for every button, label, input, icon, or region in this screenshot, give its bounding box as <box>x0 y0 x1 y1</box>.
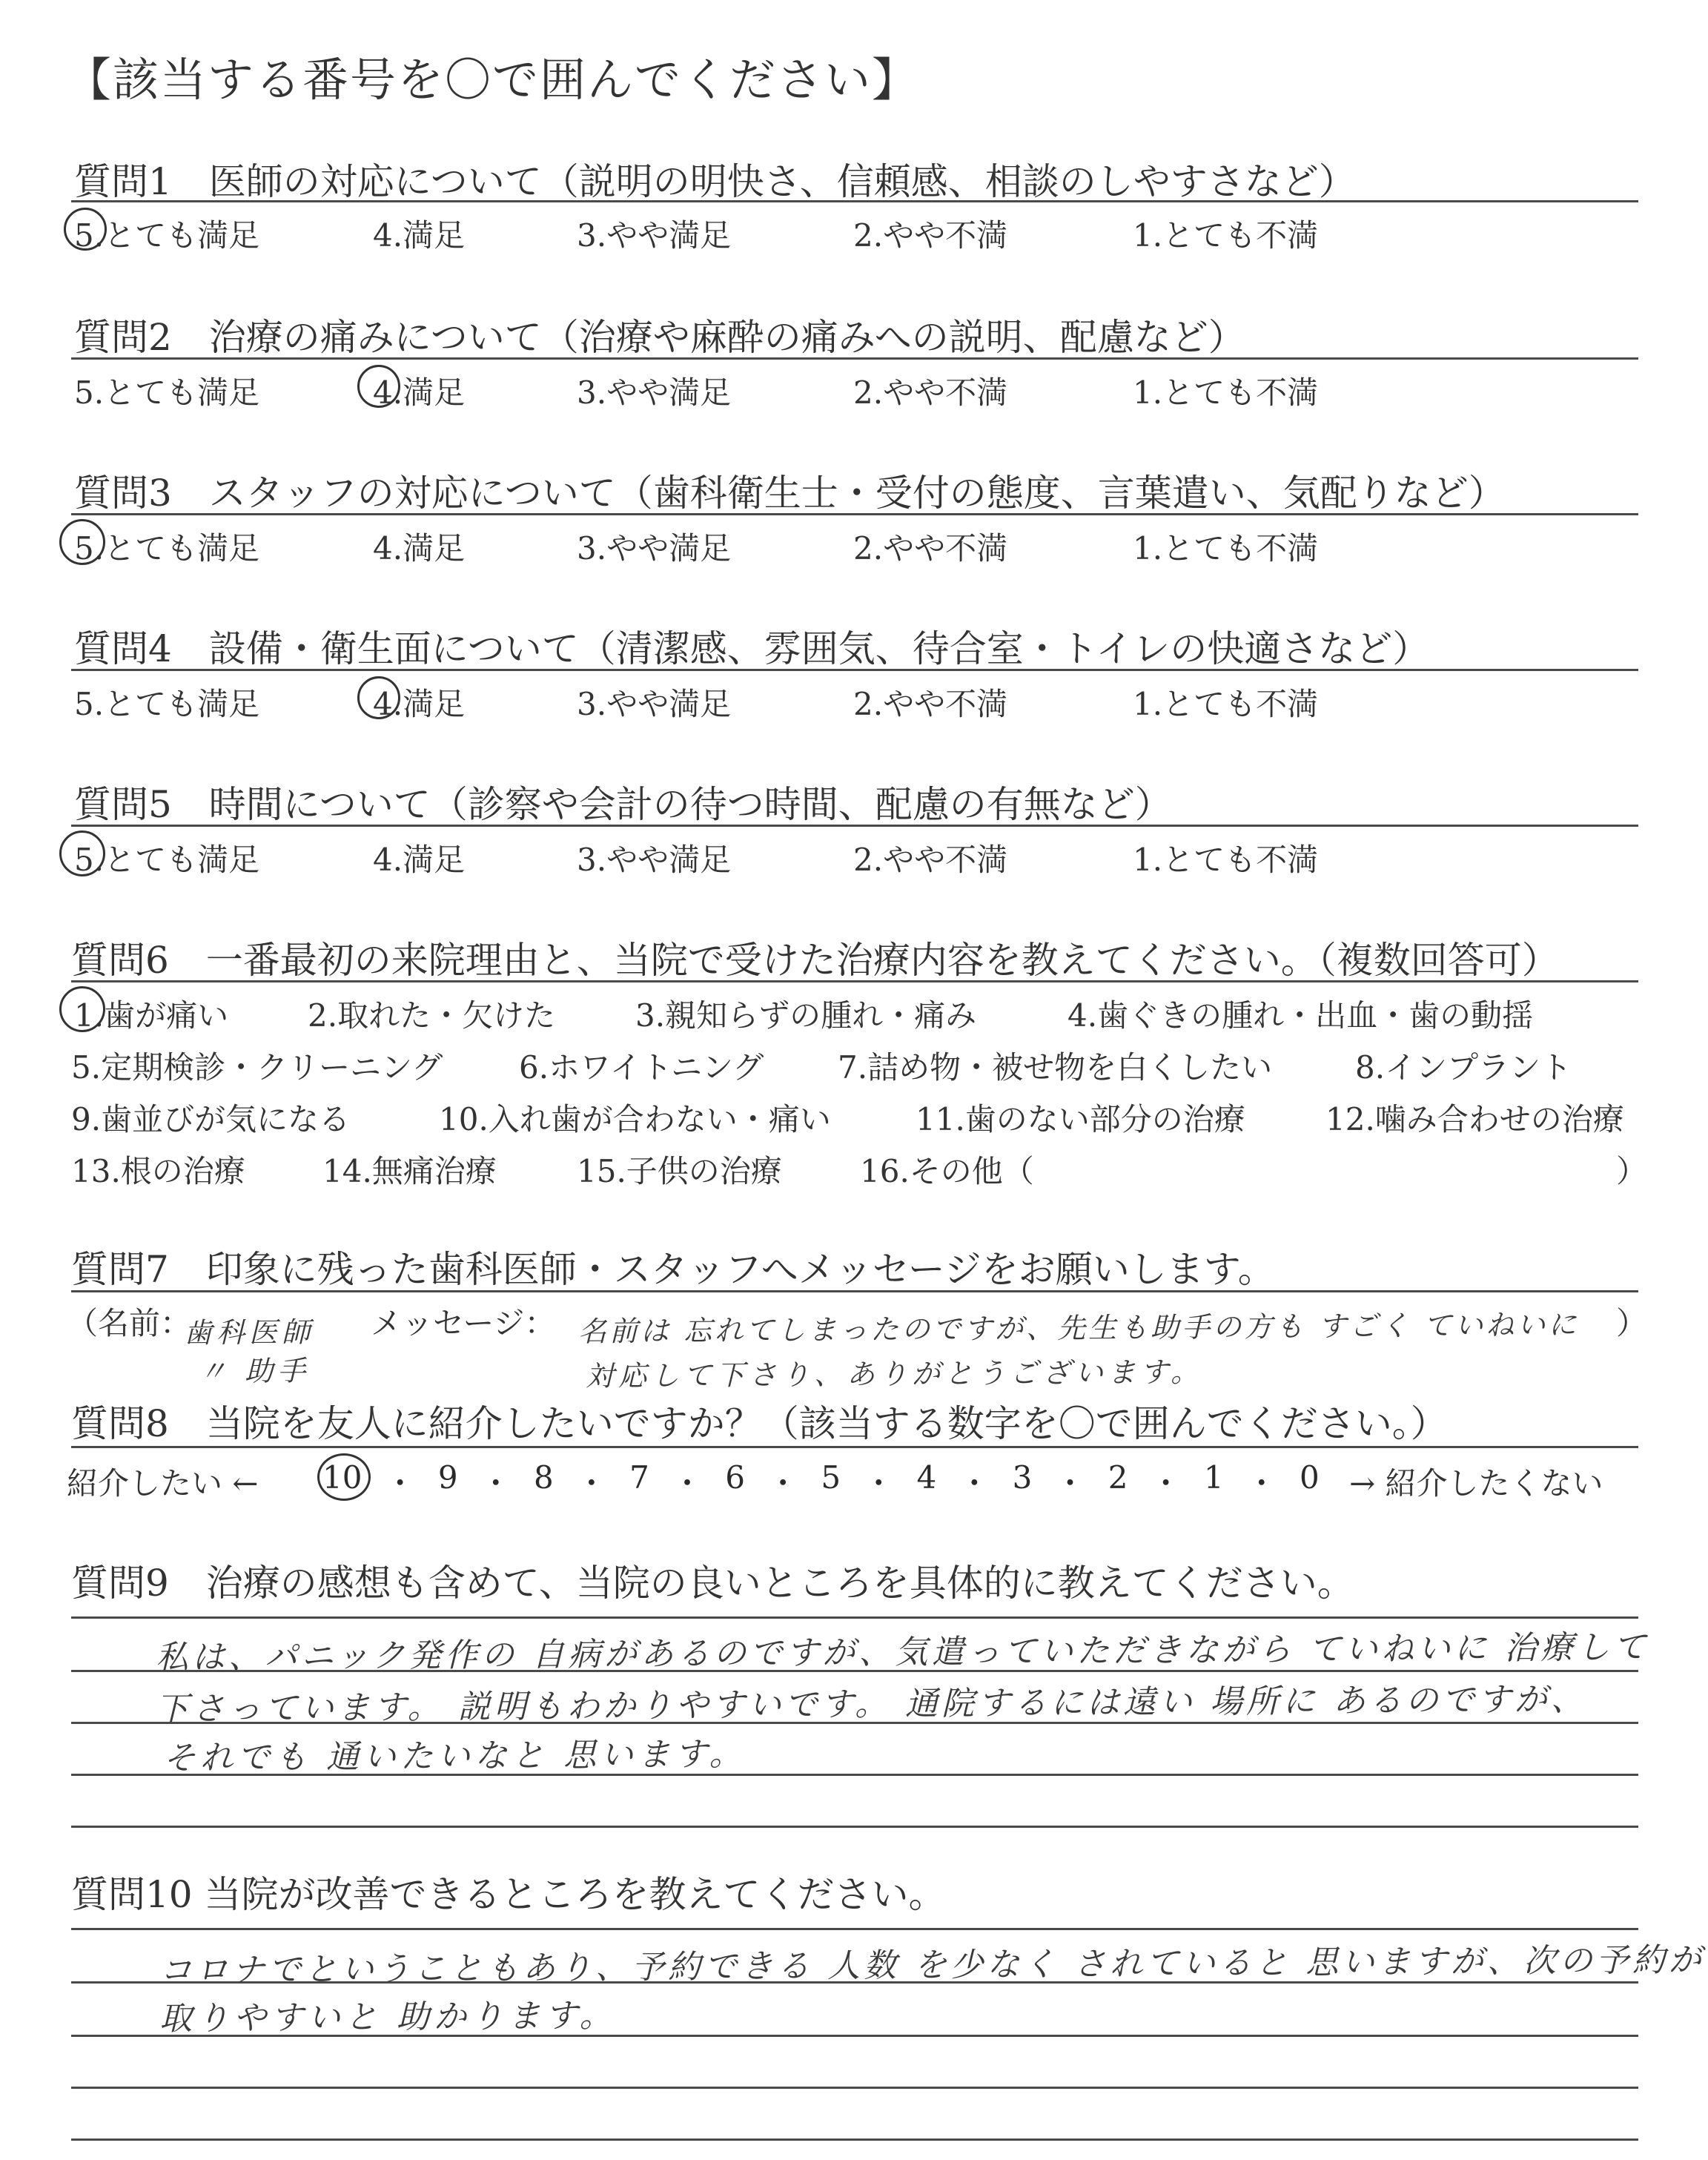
q2-option-5[interactable]: 5.とても満足 <box>74 374 260 411</box>
q8-rule <box>71 1446 1638 1448</box>
q7-heading: 質問7 印象に残った歯科医師・スタッフへメッセージをお願いします。 <box>71 1248 1275 1291</box>
scale-dot: ・ <box>575 1465 607 1502</box>
scale-dot: ・ <box>384 1465 416 1502</box>
q7-name-handwriting-1: 歯科医師 <box>183 1315 315 1350</box>
scale-dot: ・ <box>767 1465 799 1502</box>
q3-option-2[interactable]: 2.やや不満 <box>853 530 1008 567</box>
q10-handwriting-2: 取りやすいと 助かります。 <box>159 1996 617 2038</box>
q2-option-1[interactable]: 1.とても不満 <box>1133 374 1319 411</box>
scale-dot: ・ <box>959 1465 990 1502</box>
q7-message-handwriting-2: 対応して下さり、ありがとうございます。 <box>585 1355 1204 1393</box>
q9-handwriting-3: それでも 通いたいなと 思います。 <box>162 1735 747 1777</box>
q4-option-1[interactable]: 1.とても不満 <box>1133 686 1319 722</box>
q2-heading: 質問2 治療の痛みについて（治療や麻酔の痛みへの説明、配慮など） <box>74 316 1245 359</box>
q1-option-1[interactable]: 1.とても不満 <box>1133 217 1319 254</box>
q9-heading: 質問9 治療の感想も含めて、当院の良いところを具体的に教えてください。 <box>71 1562 1354 1605</box>
q8-scale-2[interactable]: 2 <box>1108 1459 1128 1496</box>
q8-scale-4[interactable]: 4 <box>916 1459 937 1496</box>
scale-dot: ・ <box>863 1465 895 1502</box>
q5-option-5[interactable]: 5.とても満足 <box>74 842 260 878</box>
scale-dot: ・ <box>672 1465 704 1502</box>
q6-option-3[interactable]: 3.親知らずの腫れ・痛み <box>635 997 977 1034</box>
q7-name-label: （名前： <box>67 1305 192 1341</box>
q2-option-3[interactable]: 3.やや満足 <box>577 374 732 411</box>
q3-rule <box>71 513 1638 515</box>
q6-rule <box>71 980 1638 982</box>
q6-option-1[interactable]: 1.歯が痛い <box>74 997 229 1034</box>
q4-rule <box>71 669 1638 671</box>
q5-option-3[interactable]: 3.やや満足 <box>577 842 732 878</box>
q3-option-5[interactable]: 5.とても満足 <box>74 530 260 567</box>
q4-option-4[interactable]: 4.満足 <box>373 686 466 722</box>
q10-rule-1 <box>71 1928 1638 1930</box>
q6-other-close-paren: ） <box>1616 1153 1648 1189</box>
q7-message-handwriting-1: 名前は 忘れてしまったのですが、先生も助手の方も すごく ていねいに <box>577 1308 1580 1348</box>
q2-option-4[interactable]: 4.満足 <box>373 374 466 411</box>
q2-option-2[interactable]: 2.やや不満 <box>853 374 1008 411</box>
q8-scale-10[interactable]: 10 <box>322 1459 363 1496</box>
q4-option-5[interactable]: 5.とても満足 <box>74 686 260 722</box>
q2-rule <box>71 357 1638 360</box>
q7-message-label: メッセージ： <box>371 1305 556 1341</box>
q5-rule <box>71 825 1638 827</box>
q6-option-8[interactable]: 8.インプラント <box>1355 1049 1572 1086</box>
scale-dot: ・ <box>1245 1465 1277 1502</box>
q8-scale-8[interactable]: 8 <box>533 1459 554 1496</box>
q8-scale-6[interactable]: 6 <box>725 1459 745 1496</box>
q10-heading: 質問10 当院が改善できるところを教えてください。 <box>71 1873 946 1916</box>
q9-handwriting-1: 私は、パニック発作の 自病があるのですが、気遣っていただきながら ていねいに 治療して <box>155 1628 1650 1677</box>
q4-heading: 質問4 設備・衛生面について（清潔感、雰囲気、待合室・トイレの快適さなど） <box>74 627 1430 670</box>
q1-option-4[interactable]: 4.満足 <box>373 217 466 254</box>
q7-name-handwriting-2: 〃 助手 <box>198 1354 311 1388</box>
q7-close-paren: ） <box>1616 1305 1648 1341</box>
q9-rule-5 <box>71 1826 1638 1828</box>
scale-dot: ・ <box>1150 1465 1182 1502</box>
q8-scale-1[interactable]: 1 <box>1203 1459 1224 1496</box>
q5-option-4[interactable]: 4.満足 <box>373 842 466 878</box>
q8-scale-5[interactable]: 5 <box>821 1459 841 1496</box>
q8-scale <box>322 1459 1320 1504</box>
q8-scale-7[interactable]: 7 <box>629 1459 649 1496</box>
q1-option-2[interactable]: 2.やや不満 <box>853 217 1008 254</box>
q3-option-1[interactable]: 1.とても不満 <box>1133 530 1319 567</box>
q3-option-3[interactable]: 3.やや満足 <box>577 530 732 567</box>
q1-heading: 質問1 医師の対応について（説明の明快さ、信頼感、相談のしやすさなど） <box>74 160 1356 203</box>
q3-heading: 質問3 スタッフの対応について（歯科衛生士・受付の態度、言葉遣い、気配りなど） <box>74 472 1506 515</box>
q1-option-5[interactable]: 5.とても満足 <box>74 217 260 254</box>
q6-option-2[interactable]: 2.取れた・欠けた <box>308 997 556 1034</box>
q6-option-7[interactable]: 7.詰め物・被せ物を白くしたい <box>838 1049 1273 1086</box>
q5-heading: 質問5 時間について（診察や会計の待つ時間、配慮の有無など） <box>74 783 1172 826</box>
q6-option-6[interactable]: 6.ホワイトニング <box>519 1049 764 1086</box>
q8-left-label: 紹介したい ← <box>67 1465 259 1502</box>
q1-option-3[interactable]: 3.やや満足 <box>577 217 732 254</box>
q6-option-10[interactable]: 10.入れ歯が合わない・痛い <box>439 1101 831 1137</box>
scale-dot: ・ <box>480 1465 512 1502</box>
q6-option-11[interactable]: 11.歯のない部分の治療 <box>916 1101 1245 1137</box>
q8-scale-0[interactable]: 0 <box>1299 1459 1320 1496</box>
q6-option-12[interactable]: 12.噛み合わせの治療 <box>1325 1101 1624 1137</box>
q10-handwriting-1: コロナでということもあり、予約できる 人数 を少なく されていると 思いますが、次の予約が <box>159 1941 1706 1990</box>
q8-heading: 質問8 当院を友人に紹介したいですか？（該当する数字を〇で囲んでください。） <box>71 1402 1448 1445</box>
q8-scale-9[interactable]: 9 <box>437 1459 458 1496</box>
q8-scale-3[interactable]: 3 <box>1012 1459 1033 1496</box>
q7-rule <box>71 1290 1638 1292</box>
q9-handwriting-2: 下さっています。 説明もわかりやすいです。 通院するには遠い 場所に あるのですが、 <box>155 1680 1588 1728</box>
q6-option-9[interactable]: 9.歯並びが気になる <box>71 1101 351 1137</box>
q1-rule <box>71 200 1638 202</box>
q6-option-5[interactable]: 5.定期検診・クリーニング <box>71 1049 443 1086</box>
q5-option-2[interactable]: 2.やや不満 <box>853 842 1008 878</box>
q9-rule-1 <box>71 1616 1638 1619</box>
q6-option-14[interactable]: 14.無痛治療 <box>322 1153 497 1189</box>
q6-option-15[interactable]: 15.子供の治療 <box>577 1153 782 1189</box>
q8-right-label: → 紹介したくない <box>1349 1465 1603 1502</box>
q4-option-2[interactable]: 2.やや不満 <box>853 686 1008 722</box>
form-title: 【該当する番号を〇で囲んでください】 <box>65 53 920 107</box>
q6-option-16[interactable]: 16.その他（ <box>860 1153 1034 1189</box>
q6-option-13[interactable]: 13.根の治療 <box>71 1153 245 1189</box>
q6-heading: 質問6 一番最初の来院理由と、当院で受けた治療内容を教えてください。（複数回答可） <box>71 939 1559 982</box>
q3-option-4[interactable]: 4.満足 <box>373 530 466 567</box>
q6-option-4[interactable]: 4.歯ぐきの腫れ・出血・歯の動揺 <box>1068 997 1534 1034</box>
q4-option-3[interactable]: 3.やや満足 <box>577 686 732 722</box>
q10-rule-4 <box>71 2087 1638 2089</box>
q10-rule-5 <box>71 2138 1638 2141</box>
q5-option-1[interactable]: 1.とても不満 <box>1133 842 1319 878</box>
scale-dot: ・ <box>1054 1465 1086 1502</box>
